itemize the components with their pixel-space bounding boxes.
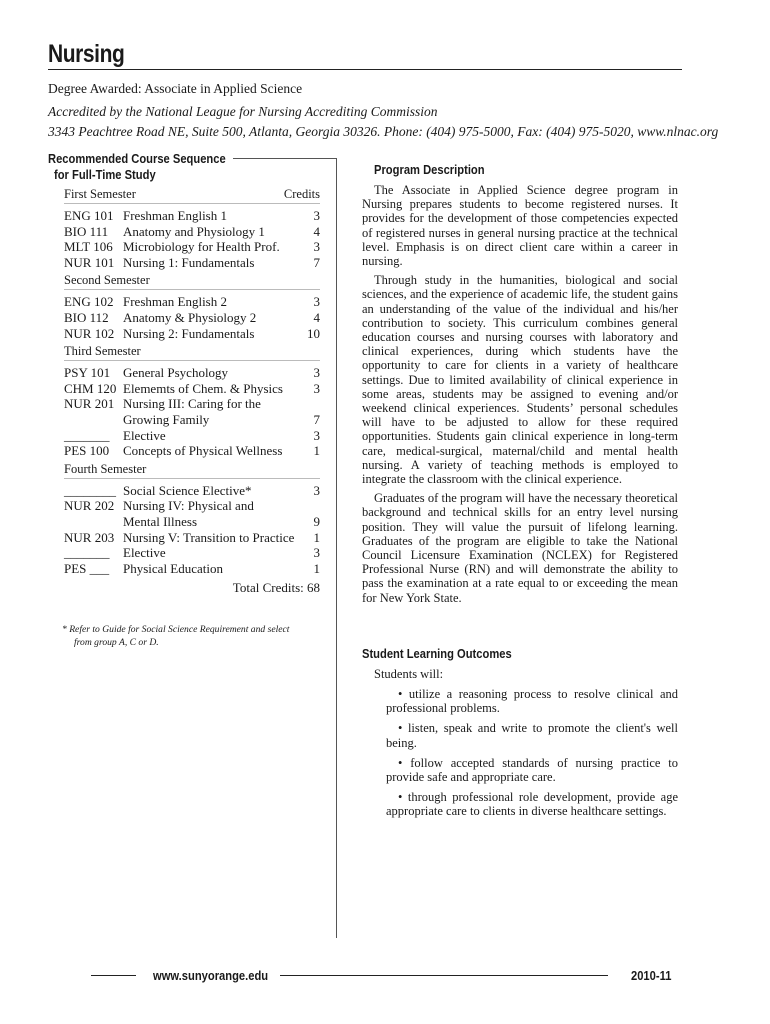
course-credits: 3 [313, 239, 320, 255]
course-sequence-subheading: for Full-Time Study [54, 167, 156, 182]
semester-name: Third Semester [64, 344, 141, 359]
course-code: PES ___ [64, 560, 110, 576]
footer-rule [91, 975, 136, 976]
course-row [64, 561, 320, 577]
footnote-line: * Refer to Guide for Social Science Requirement and select [62, 624, 290, 635]
semester-name: Fourth Semester [64, 461, 147, 476]
course-credits: 9 [313, 513, 320, 529]
course-row [64, 224, 320, 240]
course-name: Elective [123, 545, 166, 561]
course-row [64, 530, 320, 546]
course-row [64, 483, 320, 499]
semester-header [64, 461, 320, 479]
course-row [64, 443, 320, 459]
semester-name: First Semester [64, 187, 136, 201]
footer-year: 2010-11 [631, 968, 672, 983]
course-name: Physical Education [123, 560, 224, 576]
course-row [64, 310, 320, 326]
paragraph: The Associate in Applied Science degree program in Nursing prepares students to become registered nurses. It provides for the development of those competencies expected of registered nurses in general nursing practice at the technical level. Emphasis is on direct client care within a career in nursing. [362, 183, 678, 269]
course-code: ENG 101 [64, 208, 114, 223]
course-credits [300, 396, 320, 412]
course-row [64, 208, 320, 224]
course-code: NUR 202 [64, 498, 115, 514]
semester-header [64, 186, 320, 204]
learning-outcomes-heading: Student Learning Outcomes [362, 646, 512, 661]
course-row [64, 294, 320, 310]
course-name: Freshman English 2 [123, 294, 227, 310]
course-code: ________ [64, 482, 116, 498]
course-code: _______ [64, 545, 110, 561]
course-code: NUR 101 [64, 254, 115, 270]
course-name: Social Science Elective* [123, 482, 252, 498]
list-item: • follow accepted standards of nursing practice to provide safe and appropriate care. [386, 755, 678, 785]
course-credits: 3 [313, 294, 320, 310]
credits-column-label: Credits [283, 187, 320, 201]
course-credits [300, 498, 320, 514]
course-row [64, 239, 320, 255]
course-name: Elective [123, 427, 166, 443]
semester-name: Second Semester [64, 273, 150, 288]
course-credits: 7 [313, 254, 320, 270]
course-credits: 3 [313, 482, 320, 498]
semester-header [64, 272, 320, 290]
column-divider [336, 158, 337, 938]
course-row [64, 412, 320, 428]
page-title: Nursing [48, 40, 125, 68]
heading-rule [233, 158, 337, 159]
course-row [64, 365, 320, 381]
course-credits: 3 [313, 380, 320, 396]
course-name: General Psychology [123, 365, 229, 381]
course-credits: 3 [313, 208, 320, 223]
course-name: Nursing IV: Physical and [123, 498, 254, 514]
course-row [64, 255, 320, 271]
course-credits: 1 [313, 443, 320, 459]
footer-website-link[interactable]: www.sunyorange.edu [153, 968, 269, 983]
accreditor-address: 3343 Peachtree Road NE, Suite 500, Atlanta, Georgia 30326. Phone: (404) 975-5000, Fax: (404) 975-5020, www.nlnac.org [48, 124, 719, 139]
course-credits: 1 [313, 560, 320, 576]
course-credits: 3 [313, 365, 320, 381]
program-description-body [362, 183, 678, 610]
course-name: Freshman English 1 [123, 208, 227, 223]
course-credits: 3 [313, 427, 320, 443]
course-sequence-heading: Recommended Course Sequence [48, 151, 226, 166]
course-credits: 1 [313, 529, 320, 545]
course-code: PES 100 [64, 443, 110, 459]
course-name: Anatomy & Physiology 2 [123, 309, 257, 325]
course-sequence-table [64, 186, 320, 596]
course-row [64, 326, 320, 342]
footnote-line: from group A, C or D. [74, 636, 159, 648]
course-name: Microbiology for Health Prof. [123, 239, 280, 255]
learning-outcomes-list [386, 687, 678, 825]
course-code: NUR 203 [64, 529, 115, 545]
course-row [64, 428, 320, 444]
list-item: • utilize a reasoning process to resolve clinical and professional problems. [386, 687, 678, 716]
course-row [64, 514, 320, 530]
course-name: Mental Illness [123, 513, 198, 529]
course-code: ENG 102 [64, 294, 114, 310]
course-name: Concepts of Physical Wellness [123, 443, 283, 459]
course-row [64, 381, 320, 397]
list-item: • through professional role development, provide age appropriate care to clients in diverse healthcare settings. [386, 790, 678, 819]
course-name: Nursing III: Caring for the [123, 396, 261, 412]
course-name: Nursing 2: Fundamentals [123, 325, 255, 341]
course-code: NUR 102 [64, 325, 115, 341]
course-name: Growing Family [123, 411, 210, 427]
course-code: NUR 201 [64, 396, 115, 412]
paragraph: Graduates of the program will have the necessary theoretical background and technical skills for an entry level nursing position. They will value the pursuit of lifelong learning. Graduates of the program are eligible to take the National Council Licensure Examination (NCLEX) for Registered Professional Nurse (RN) and will demonstrate the ability to pass the examination at a rate equal to or exceeding the mean for New York State. [362, 491, 678, 605]
course-name: Nursing V: Transition to Practice [123, 529, 295, 545]
course-code [64, 412, 123, 428]
course-name: Nursing 1: Fundamentals [123, 254, 255, 270]
title-rule [48, 69, 682, 70]
course-code: _______ [64, 427, 110, 443]
learning-outcomes-intro: Students will: [374, 667, 444, 681]
course-credits: 4 [313, 309, 320, 325]
course-credits: 7 [313, 411, 320, 427]
course-row [64, 396, 320, 412]
course-code: CHM 120 [64, 380, 117, 396]
course-row [64, 545, 320, 561]
course-credits: 4 [313, 223, 320, 239]
footer-rule [280, 975, 608, 976]
footnote [62, 624, 324, 649]
total-credits: Total Credits: 68 [232, 580, 320, 596]
course-code: MLT 106 [64, 239, 113, 255]
course-code: BIO 111 [64, 223, 109, 239]
course-credits: 3 [313, 545, 320, 561]
course-code: PSY 101 [64, 365, 111, 381]
program-description-heading: Program Description [374, 162, 485, 177]
semester-header [64, 343, 320, 361]
course-code: BIO 112 [64, 309, 109, 325]
course-name: Anatomy and Physiology 1 [123, 223, 265, 239]
course-code [64, 514, 123, 530]
accreditation-statement: Accredited by the National League for Nursing Accrediting Commission [48, 104, 438, 119]
paragraph: Through study in the humanities, biological and social sciences, and the experience of academic life, the student gains an understanding of the value of the individual and his/her contribution to society. This curriculum combines general education courses and nursing courses with laboratory and clinical experiences, during which students have the opportunity to care for clients in a variety of healthcare settings. Due to limited availability of clinical experience in some areas, students may be assigned to evening and/or weekend clinical experiences. Students’ personal schedules will have to be adjusted to allow for these required opportunities. Students gain clinical experience in long-term care, medical-surgical, maternal/child and mental health nursing. A variety of teaching methods is employed to integrate the classroom with the clinical experience. [362, 273, 678, 487]
list-item: • listen, speak and write to promote the client's well being. [386, 721, 678, 750]
course-name: Elememts of Chem. & Physics [123, 380, 283, 396]
course-row [64, 498, 320, 514]
degree-awarded: Degree Awarded: Associate in Applied Science [48, 81, 303, 96]
course-credits: 10 [307, 325, 320, 341]
